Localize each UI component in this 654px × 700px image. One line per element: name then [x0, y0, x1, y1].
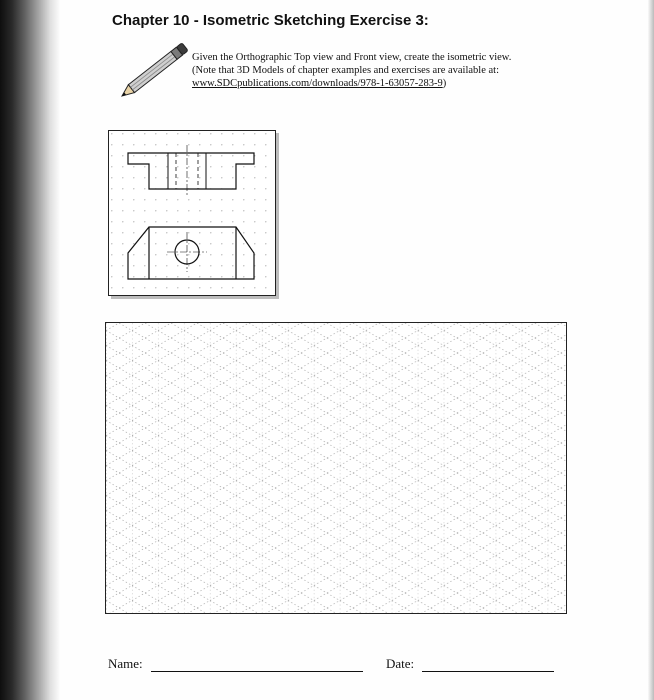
pencil-icon: [112, 38, 190, 104]
isometric-sketch-grid[interactable]: [105, 322, 567, 614]
download-link[interactable]: www.SDCpublications.com/downloads/978-1-63057-283-9: [192, 77, 443, 89]
page-edge-shadow: [648, 0, 654, 700]
ortho-dot-grid: [109, 131, 275, 295]
date-field[interactable]: [386, 656, 554, 672]
name-field[interactable]: [108, 656, 363, 672]
instruction-text: Given the Orthographic Top view and Front view, create the isometric view.: [192, 52, 512, 63]
page-title: Chapter 10 - Isometric Sketching Exercise 3:: [112, 12, 429, 29]
binding-shadow: [0, 0, 60, 700]
orthographic-views: [108, 130, 276, 296]
note-text: (Note that 3D Models of chapter examples and exercises are available at:: [192, 64, 499, 76]
instructions: [192, 52, 602, 90]
name-line[interactable]: [151, 657, 363, 672]
url-line: [192, 78, 602, 91]
date-label: Date:: [386, 656, 415, 671]
date-line[interactable]: [422, 657, 554, 672]
url-suffix: ): [442, 77, 447, 89]
name-label: Name:: [108, 656, 143, 671]
